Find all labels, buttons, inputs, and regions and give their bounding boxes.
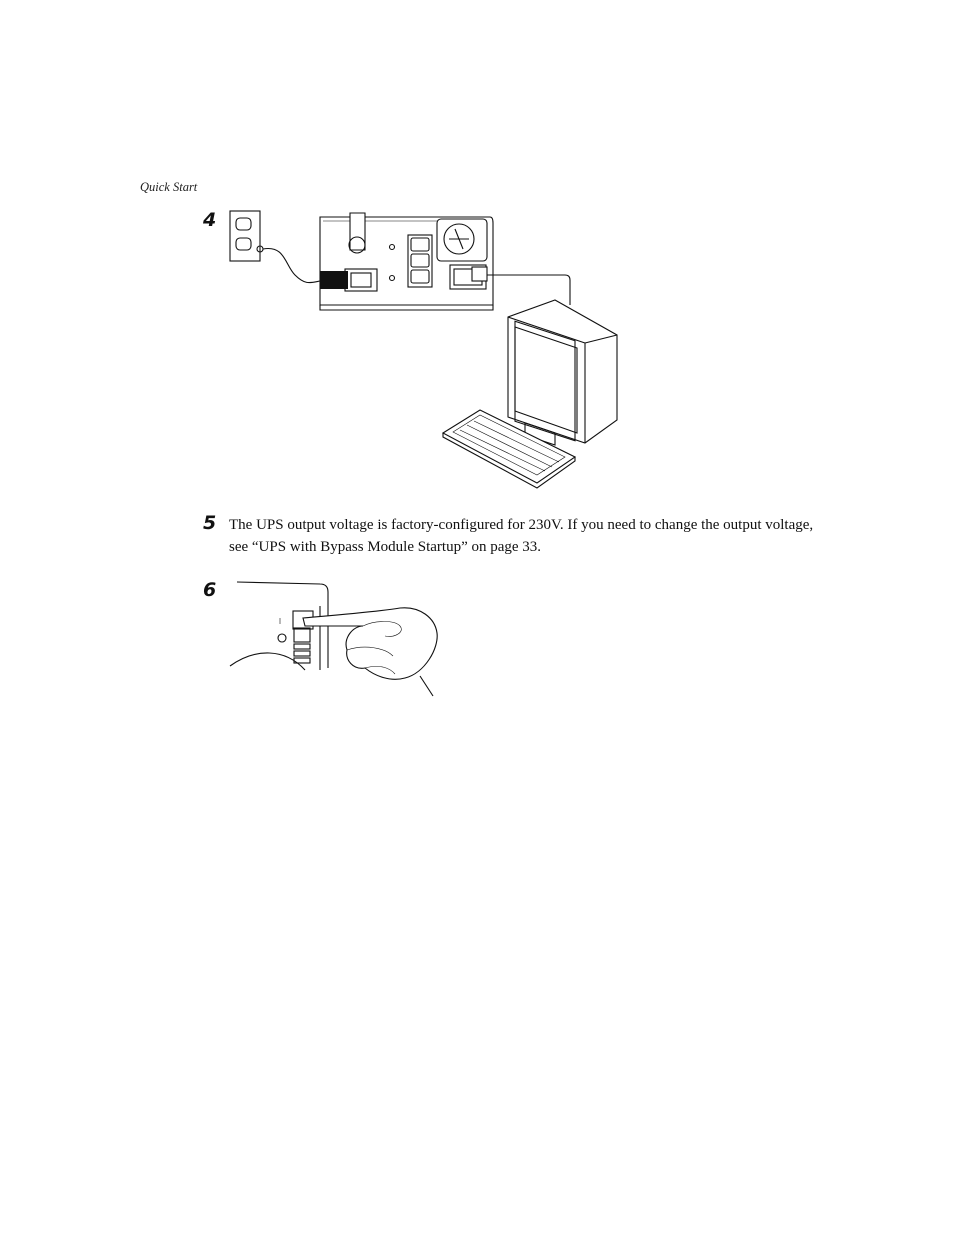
power-button-press-illustration: [225, 578, 455, 698]
wall-outlet-icon: [230, 211, 263, 261]
step-number-5: 5: [203, 512, 217, 534]
step-number-6: 6: [203, 579, 217, 601]
running-header: Quick Start: [140, 180, 198, 194]
led-indicator-icon: [278, 634, 286, 642]
hand-icon: [303, 608, 437, 696]
input-power-cord: [263, 248, 320, 282]
step-5-text: The UPS output voltage is factory-configured for 230V. If you need to change the output voltage, see “UPS with Bypass Module Startup” on page 33.: [229, 517, 814, 555]
output-cable: [487, 275, 570, 305]
ups-rear-panel-illustration: [225, 205, 625, 495]
computer-monitor-icon: [508, 300, 617, 445]
ups-rear-panel: [320, 213, 493, 310]
step-number-4: 4: [203, 209, 217, 231]
